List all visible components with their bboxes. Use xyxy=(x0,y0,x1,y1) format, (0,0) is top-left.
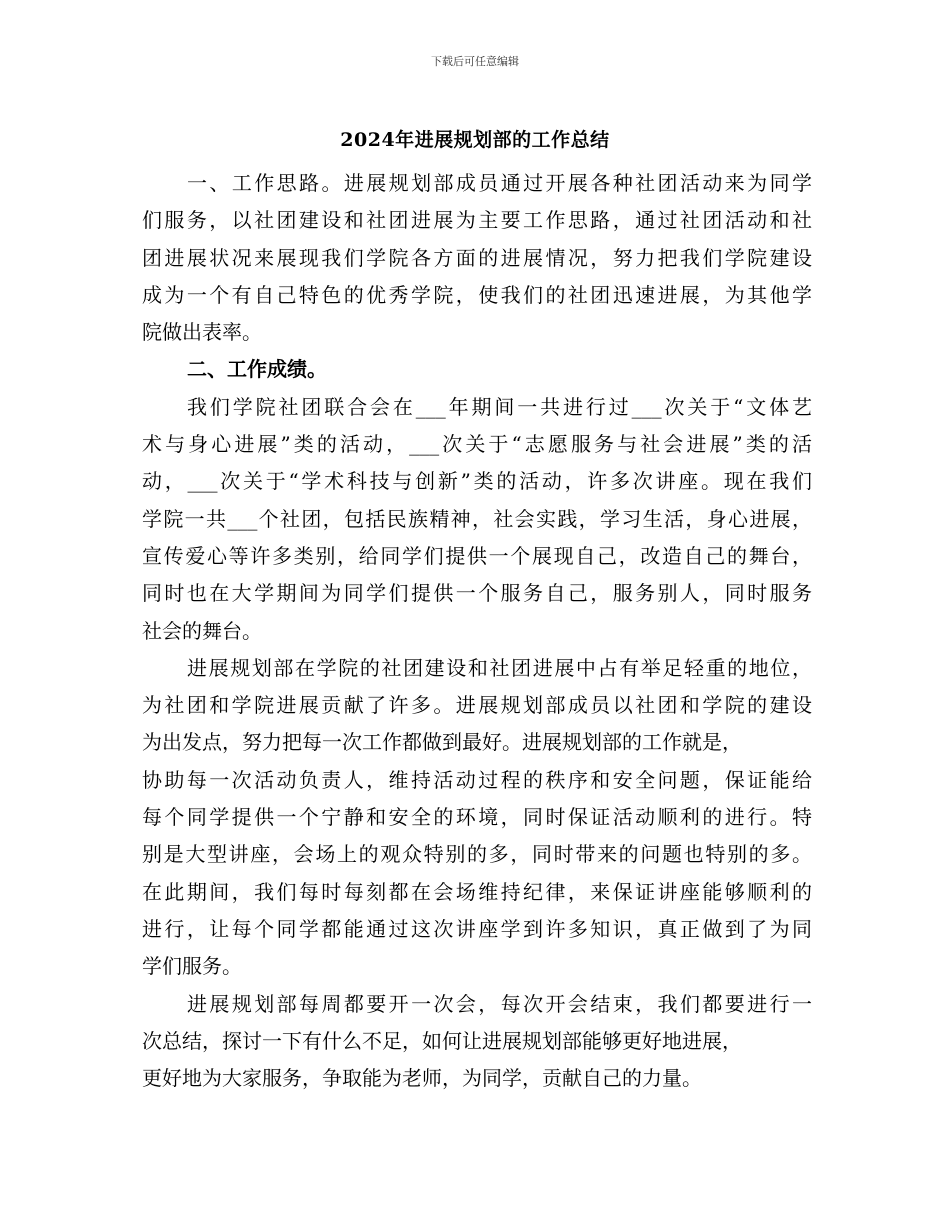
text-line: 我们学院社团联合会在___年期间一共进行过___次关于“文体艺 xyxy=(187,394,812,419)
text-line: 协助每一次活动负责人，维持活动过程的秩序和安全问题，保证能给 xyxy=(142,767,812,792)
text-line: 社会的舞台。 xyxy=(142,618,262,643)
text-line: 一、工作思路。进展规划部成员通过开展各种社团活动来为同学 xyxy=(187,171,812,195)
text-line: 术与身心进展”类的活动，___次关于“志愿服务与社会进展”类的活 xyxy=(142,432,812,457)
text-line: 进展规划部在学院的社团建设和社团进展中占有举足轻重的地位， xyxy=(187,655,812,680)
section-heading: 二、工作成绩。 xyxy=(187,357,327,382)
page-header-note: 下载后可任意编辑 xyxy=(431,55,519,68)
text-line: 院做出表率。 xyxy=(142,320,262,345)
text-line: 在此期间，我们每时每刻都在会场维持纪律，来保证讲座能够顺利的 xyxy=(142,879,812,904)
text-line: 同时也在大学期间为同学们提供一个服务自己，服务别人，同时服务 xyxy=(142,581,812,606)
text-line: 进展规划部每周都要开一次会，每次开会结束，我们都要进行一 xyxy=(187,991,812,1016)
text-line: 成为一个有自己特色的优秀学院，使我们的社团迅速进展，为其他学 xyxy=(142,282,812,307)
document-title: 2024年进展规划部的工作总结 xyxy=(340,129,610,151)
text-line: 每个同学提供一个宁静和安全的环境，同时保证活动顺利的进行。特 xyxy=(142,805,812,830)
text-line: 团进展状况来展现我们学院各方面的进展情况，努力把我们学院建设 xyxy=(142,245,812,270)
text-line: 别是大型讲座，会场上的观众特别的多，同时带来的问题也特别的多。 xyxy=(142,842,812,867)
text-line: 为社团和学院进展贡献了许多。进展规划部成员以社团和学院的建设 xyxy=(142,693,812,718)
text-line: 为出发点，努力把每一次工作都做到最好。进展规划部的工作就是， xyxy=(142,730,742,755)
text-line: 学院一共___个社团，包括民族精神，社会实践，学习生活，身心进展， xyxy=(142,506,812,531)
document-body xyxy=(142,165,812,1097)
text-line: 次总结，探讨一下有什么不足，如何让进展规划部能够更好地进展， xyxy=(142,1028,742,1053)
text-line: 进行，让每个同学都能通过这次讲座学到许多知识，真正做到了为同 xyxy=(142,916,812,941)
text-line: 更好地为大家服务，争取能为老师，为同学，贡献自己的力量。 xyxy=(142,1066,702,1091)
text-line: 动，___次关于“学术科技与创新”类的活动，许多次讲座。现在我们 xyxy=(142,469,812,494)
text-line: 们服务，以社团建设和社团进展为主要工作思路，通过社团活动和社 xyxy=(142,208,812,233)
text-line: 宣传爱心等许多类别，给同学们提供一个展现自己，改造自己的舞台， xyxy=(142,543,812,568)
text-line: 学们服务。 xyxy=(142,954,242,979)
